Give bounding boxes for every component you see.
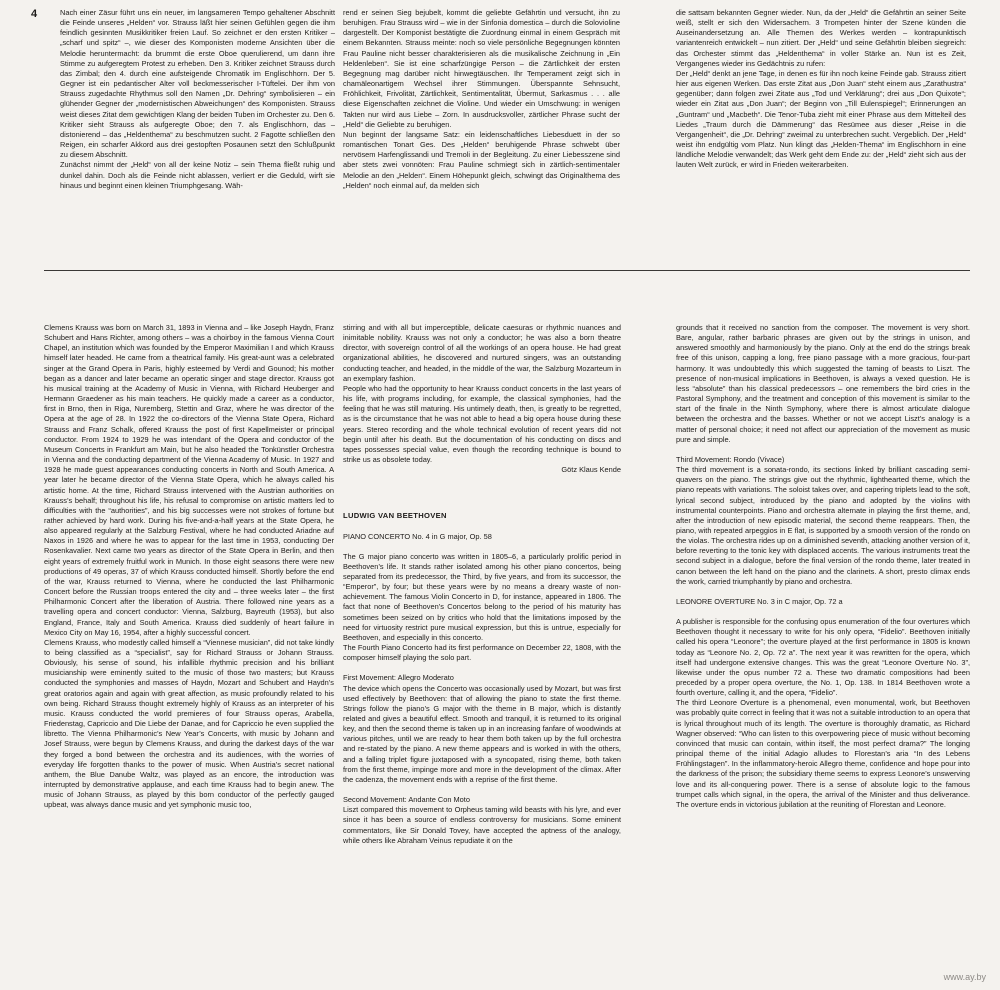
paragraph: Der „Held“ denkt an jene Tage, in denen es für ihn noch keine Feinde gab. Strauss zitiert hier aus eigenen Werken. Das erste Zitat aus „Don Juan“ steht einem aus „Zarathustra“ gegenüber; dann folgen zwei Zitate aus „Tod und Verklärung“; drei aus „Don Quixote“; wieder ein Zitat aus „Don Juan“; der Beginn von „Till Eulenspiegel“; Erinnerungen an „Guntram“ und „Macbeth“. Die Tenor-Tuba zieht mit einer Phrase aus dem Mittelteil des Liedes „Traum durch die Dämmerung“ das Resümee aus dieser „Reise in die Vergangenheit“, die „Dr. Dehring“ zweimal zu unterbrechen sucht. Vergeblich. Der „Held“ weist ihn endgültig vom Platz. Nun klingt das „Helden-Thema“ im Englischhorn in eine ländliche Melodie verwandelt; das Werk geht dem Ende zu: der „Held“ zieht sich aus der lauten Welt zurück, er wird in Frieden weiterarbeiten. (676, 68, 966, 170)
paragraph: die sattsam bekannten Gegner wieder. Nun, da der „Held“ die Gefährtin an seiner Seite weiß, stellt er sich den Widersachern. 3 Trompeten hinter der Szene künden die Auseinandersetzung an. Alle Themen des Werkes werden – kontrapunktisch variantenreich entwickelt – nun zitiert. Der „Held“ und seine Gefährtin bleiben siegreich: das Orchester stimmt das „Heldenthema“ in voller Stärke an. Nun ist es Zeit, Vergangenes wieder ins Gedächtnis zu rufen: (676, 8, 966, 68)
paragraph: The Fourth Piano Concerto had its first performance on December 22, 1808, with the composer himself playing the solo part. (343, 643, 621, 663)
paragraph: stirring and with all but imperceptible, delicate caesuras or rhythmic nuances and inimitable nobility. Krauss was not only a conductor; he was also a born theatre director, with sovereign control of all the workings of an opera house. He had great organizational abilities, he discovered and nurtured singers, was an outstanding conducting teacher, and headed, in the middle of the war, the Salzburg Mozarteum in an exemplary fashion. (343, 323, 621, 383)
german-column-2 (343, 8, 620, 233)
section-divider (44, 270, 970, 271)
spacer (676, 587, 970, 597)
paragraph: A publisher is responsible for the confusing opus enumeration of the four overtures which Beethoven thought it necessary to write for his only opera, “Fidelio”. Beethoven initially called his opera “Leonore”; the overture played at the first performance in 1805 is known today as “Leonore No. 2, Op. 72 a”. The next year it was rewritten for the opera, which itself had undergone extensive changes. This was the great “Leonore Overture No. 3”, likewise under the opus number 72 a. These two dramatic compositions had been preceded by a proper opera overture, the No. 1, Op. 138. In 1814 Beethoven wrote a fourth overture, calling it, and the opera, “Fidelio”. (676, 617, 970, 698)
spacer (343, 475, 621, 511)
work-title: PIANO CONCERTO No. 4 in G major, Op. 58 (343, 531, 492, 541)
spacer (676, 607, 970, 617)
watermark: www.ay.by (943, 972, 986, 982)
author-signature: Götz Klaus Kende (561, 465, 621, 475)
paragraph: Clemens Krauss, who modestly called himself a “Viennese musician”, did not take kindly to being classified as a “specialist”, say for Richard Strauss or Johann Strauss. Obviously, his sense of sound, his infallible rhythmic precision and his brilliant musicianship were eminently suited to the music of those two masters; but Krauss conducted the symphonies and masses of Haydn, Mozart and Schubert and Haydn’s great oratorios again and again with great affection, as music profoundly related to his own being. Richard Strauss thought extremely highly of Krauss as an interpreter of his music. Krauss conducted the world premieres of four Strauss operas, Arabella, Friedenstag, Capriccio and Die Liebe der Danae, and for Capriccio he even supplied the libretto. The Vienna Philharmonic’s New Year’s Concerts, with music by Johann and Josef Strauss, were begun by Clemens Krauss, and during the darkest days of the war they forged a bond between the orchestra and its audiences, with the worries of everyday life forgotten thanks to the power of music. When Austria’s secret national anthem, the Blue Danube Waltz, was played as an encore, the introduction was interrupted by demonstrative applause, and each time Krauss had to begin anew. The music of Johann Strauss, as played by this born conductor of the perfectly gauged upbeat, was always dance music and yet symphonic music too, (44, 637, 334, 810)
german-column-3 (676, 8, 966, 233)
paragraph: grounds that it received no sanction from the composer. The movement is very short. Bare, angular, rather barbaric phrases are given out by the strings in unison, and answered smoothly and harmoniously by the piano. Only at the end do the strings break free of this unison, capping a long, free piano passage with a more gracious, four-part harmony. It was undoubtedly this which suggested the taming of beasts to Liszt. The presence of non-musical implications in Beethoven, is always a vexed question. He is less “absolute” than his classical predecessors – one remembers the bird cries in the Pastoral Symphony, and the treatment and conception of this movement is similar to the start of the finale in the Ninth Symphony, where there is almost articulate dialogue between the orchestra and the basses. Whether or not we accept Liszt’s analogy is a matter of personal choice; it need not affect our appreciation of the movement as music pure and simple. (676, 323, 970, 444)
movement-title: Third Movement: Rondo (Vivace) (676, 454, 785, 464)
english-column-2 (343, 323, 621, 988)
spacer (343, 663, 621, 673)
spacer (343, 542, 621, 552)
paragraph: The G major piano concerto was written in 1805–6, a particularly prolific period in Beethoven’s life. It stands rather isolated among his other piano concertos, being separated from its predecessor, the Third, by five years, and from its successor, the “Emperor”, by four; but these years were by no means a dreary waste of non-achievement. The famous Violin Concerto in D, for instance, appeared in 1806. The fact that none of Beethoven’s Concertos belong to the period of his maturity has sometimes been seized on by critics who hold that the limitations imposed by the need for virtuosity restrict pure musical expression, but this is untrue, especially for Beethoven, and especially in this concerto. (343, 551, 621, 642)
german-column-1 (60, 8, 335, 233)
paragraph: Liszt compared this movement to Orpheus taming wild beasts with his lyre, and ever since it has been a source of endless controversy for musicians. Some eminent commentators, like Sir Donald Tovey, have accepted the aptness of the analogy, while others like Abraham Veinus repudiate it on the (343, 805, 621, 845)
page-number: 4 (31, 8, 38, 20)
paragraph: The third movement is a sonata-rondo, its sections linked by brilliant cascading semi-quavers on the piano. The strings give out the rhythmic, lighthearted theme, which the piano repeats with variations. The soloist takes over, and capering triplets lead to the soft, lyrical second subject, introduced by the piano and adopted by the violins with instrumental counterpoints. Piano and orchestra alternate in playing the first theme, and, after the introduction of new episodic material, the second theme reappears. Then, the piano, with repeated arpeggios in E flat, is supported by a smooth version of the rondo on the violas. The orchestra rides up on a diminished seventh, attacking another version of it, before reverting to the tonic key with displaced accents. The various instruments treat the second subject in a dialogue, before the final version of the rondo theme, later treated in canon between the left hand on the piano and the clarinets. A short, presto climax ends the work, carried triumphantly by piano and orchestra. (676, 465, 970, 586)
movement-title: Second Movement: Andante Con Moto (343, 795, 470, 805)
paragraph: Zunächst nimmt der „Held“ von all der keine Notiz – sein Thema fließt ruhig und dunkel dahin. Doch als die Feinde nicht ablassen, verliert er die Geduld, wirft sie hinaus und beginnt einen kleinen Triumphgesang. Wäh- (60, 160, 335, 190)
composer-heading: LUDWIG VAN BEETHOVEN (343, 511, 447, 521)
paragraph: The device which opens the Concerto was occasionally used by Mozart, but was first used effectively by Beethoven: that of allowing the piano to state the first theme. Strings follow the piano’s G major with the theme in B major, which is distantly related and gives a beautiful effect. Smooth and tranquil, it is returned to its original key, and then the second theme is taken up in an increasing fanfare of woodwinds at various pitches, until we are ready to hear them both taken up by the full orchestra and re-stated by the piano. A new theme appears and is worked in with the others, and a falling triplet figure juxtaposed with a syncopated, rising theme, both taken from the first theme, impinge more and more in the development of the climax. After the cadenza, the movement ends with a reprise of the first theme. (343, 683, 621, 784)
paragraph: Nach einer Zäsur führt uns ein neuer, im langsameren Tempo gehaltener Abschnitt die Feinde unseres „Helden“ vor. Strauss läßt hier seinen Gefühlen gegen die ihm feindlich gesinnten Musikkritiker freien Lauf. So zeichnet er den ersten Kritiker – „scharf und spitz“ –, wie dieser des Komponisten moderne Ansichten über die Melodie heruntermacht: da brummt die erste Oboe querulierend, um dann ihre Stimme zu aufgeregtem Protest zu erheben. Den 3. Kritiker zeichnet Strauss durch das Zimbal; den 4. durch eine aufsteigende Chromatik im Englischhorn. Der 5. Gegner ist ein pedantischer Alter voll beckmesserischer I-Tüftelei. Der ihm von Strauss zugedachte Rhythmus soll den Namen „Dr. Dehring“ symbolisieren – ein glühender Gegner der „modernistischen Abweichungen“ des Komponisten. Strauss weist dieses Zitat dem gewichtigen Klang der beiden Tuben im Orchester zu. Den 6. Kritiker sieht Strauss als aufgeregte Oboe; den 7. als Englischhorn, das – distonierend – das „Heldenthema“ zu beschmutzen sucht. 2 Fagotte schließen den Reigen, ein scharfer Akkord aus drei gestopften Posaunen setzt den Schlußpunkt zu diesem Abschnitt. (60, 8, 335, 160)
paragraph: rend er seinen Sieg bejubelt, kommt die geliebte Gefährtin und versucht, ihn zu beruhigen. Frau Strauss wird – wie in der Sinfonia domestica – durch die Solovioline dargestellt. Der Komponist bestätigte die Zuordnung einmal in einem Gespräch mit einem Bekannten. Strauss meinte: noch so viele persönliche Begegnungen könnten Frau Pauline nicht besser charakterisieren als die musikalische Zeichnung in „Ein Heldenleben“. Sie ist eine scharfzüngige Person – die Zärtlichkeit der ersten Begegnung mag darüber nicht hinwegtäuschen. Ihr Temperament zeigt sich in chamäleonartigem Wechsel ihrer Stimmungen. Überspannte Sehnsucht, Fröhlichkeit, Frivolität, Zärtlichkeit, Sentimentalität, Übermut, Sarkasmus . . . alle diese Eigenschaften zeichnet die Violine. Und wieder ein Umschwung: in wenigen Takten nur wird aus Liebe – Zorn. In ausdrucksvoller, zärtlicher Phrase sucht der „Held“ die Geliebte zu beruhigen. (343, 8, 620, 129)
paragraph: Nun beginnt der langsame Satz: ein leidenschaftliches Liebesduett in der so romantischen Tonart Ges. Des „Helden“ beruhigende Phrase schwebt über nervösem Harfenglissandi und Tremoli in der Begleitung. Zu einer Liebesszene sind aber stets zwei vonnöten: Frau Pauline schmiegt sich in zärtlich-sentimentaler Melodie an den „Helden“. Einem Höhepunkt gleich, schwingt das Originalthema des „Helden“ noch einmal auf, da melden sich (343, 129, 620, 190)
paragraph: People who had the opportunity to hear Krauss conduct concerts in the last years of his life, with programs including, for example, the classical symphonies, had the feeling that he was still maturing. His untimely death, then, is greatly to be regretted, as is the circumstance that he was not able to head a big opera house during these years. Stereo recording and the whole technical evolution of recent years did not begin until after his death. But the documentation of his conducting on discs and tapes possesses special value, even though the recording technique is bound to strike us as obsolete today. (343, 383, 621, 465)
movement-title: First Movement: Allegro Moderato (343, 673, 454, 683)
paragraph: Clemens Krauss was born on March 31, 1893 in Vienna and – like Joseph Haydn, Franz Schubert and Hans Richter, among others – was a choirboy in the famous Vienna Court Chapel, an institution which was founded by the Emperor Maximilian I and which Krauss himself later headed. He came from a theatrical family. His great-aunt was a celebrated singer at the Grand Opera in Paris, highly esteemed by Verdi and Gounod; his mother began as a dancer and later became an operatic singer and stage director. Krauss got his musical training at the Academy of Music in Vienna, with Richard Heuberger and Hermann Graedener as his main teachers. He quickly made a career as a conductor, first in Brno, then in Riga, Nuremberg, Stettin and Graz, where he was director of the Opera at the age of 28. In 1922 the co-directors of the Vienna State Opera, Richard Strauss and Franz Schalk, offered Krauss the post of first Kapellmeister or principal conductor. From 1924 to 1929 he was intendant of the Opera and conductor of the Museum Concerts in Frankfurt am Main, but he also headed the Tonkünstler Orchestra in Vienna and the conducting department of the Vienna Academy of Music. In 1927 and 1928 he made guest appearances conducting concerts in North and South America. A year later he became director of the Vienna State Opera, which he always called his artistic home. At the time, Richard Strauss intervened with the Austrian authorities on Krauss’s behalf; throughout his life, his refusal to compromise on artistic matters led to difficulties with the “authorities”, and his big successes were not strokes of fortune but rather achieved by hard work. During his five-and-a-half years at the State Opera, he also appeared regularly at the Salzburg Festival, where he had conducted Ariadne auf Naxos in 1926 and where he was to appear for the last time in 1953, conducting Der Rosenkavalier. Next came two years as director of the State Opera in Berlin, and then eight years of extremely fruitful work in Munich. In those eight seasons there were new productions of 49 operas, 37 of which Krauss conducted himself. Shortly before the end of the war, Krauss returned to Vienna, where he conducted the last Philharmonic Concert before the Russian troops entered the city and – three weeks later – the first Philharmonic Concert after the liberation of Austria. There followed nine years as a travelling opera and concert conductor: Vienna, Salzburg, Bayreuth (1953), but also England, France, Italy and South America. Krauss died suddenly of heart failure in Mexico City on May 16, 1954, after a highly successful concert. (44, 323, 334, 637)
spacer (343, 785, 621, 795)
english-column-3 (676, 323, 970, 988)
spacer (676, 445, 970, 455)
work-title: LEONORE OVERTURE No. 3 in C major, Op. 72 a (676, 596, 843, 606)
english-column-1 (44, 323, 334, 988)
spacer (343, 522, 621, 532)
paragraph: The third Leonore Overture is a phenomenal, even monumental, work, but Beethoven was probably quite correct in feeling that it was not a suitable introduction to an opera that is lyrical throughout much of its length. The overture is thoroughly dramatic, as Richard Wagner observed: “Who can listen to this overpowering piece of music without becoming convinced that music can contain, within itself, the most perfect drama?” The longing principal theme of the initial Adagio alludes to Florestan’s aria “In des Lebens Frühlingstagen”. In the inflammatory-heroic Allegro theme, confidence and hope pour into the darkness of the prison; the subsidiary theme seems to express Leonore’s unswerving love and its all-conquering power. There is a sense of absolute logic to the famous trumpet calls which signal, in the opera, the arrival of the Minister and thus deliverance. The overture ends in victorious jubilation at the reuniting of Florestan and Leonore. (676, 698, 970, 809)
